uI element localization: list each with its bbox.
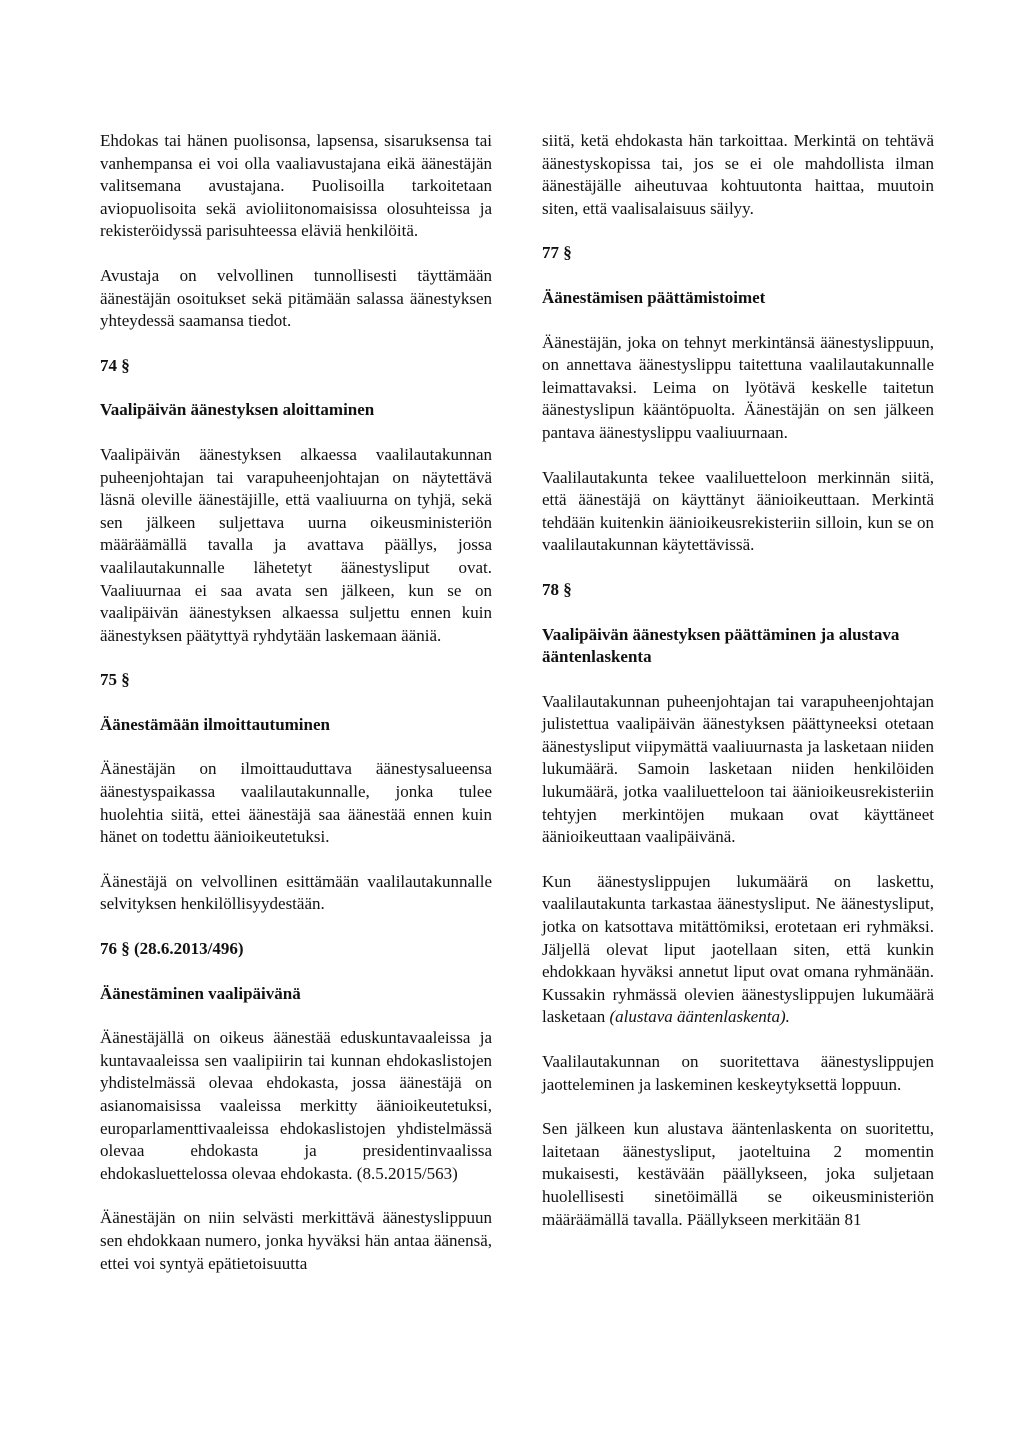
paragraph: Äänestäjän, joka on tehnyt merkintänsä äänestyslippuun, on annettava äänestyslippu taitettuna vaalilautakunnalle leimattavaksi. Leima on lyötävä keskelle taitetun äänestyslipun kääntöpuolta. Äänestäjän on sen jälkeen pantava äänestyslippu vaaliuurnaan. (542, 332, 934, 442)
paragraph: Avustaja on velvollinen tunnollisesti täyttämään äänestäjän osoitukset sekä pitämään salassa äänestyksen yhteydessä saamansa tiedot. (100, 265, 492, 331)
paragraph: Äänestäjä on velvollinen esittämään vaalilautakunnalle selvityksen henkilöllisyydestään. (100, 871, 492, 914)
section-heading-78: Vaalipäivän äänestyksen päättäminen ja alustava ääntenlaskenta (542, 624, 900, 667)
paragraph: Ehdokas tai hänen puolisonsa, lapsensa, sisaruksensa tai vanhempansa ei voi olla vaaliavustajana eikä äänestäjän valitsemana avustajana. Puolisoilla tarkoitetaan aviopuolisoita sekä avioliitonomaisissa olosuhteissa ja rekisteröidyssä parisuhteessa eläviä henkilöitä. (100, 131, 492, 241)
paragraph: Vaalilautakunta tekee vaaliluetteloon merkinnän siitä, että äänestäjä on käyttänyt äänioikeuttaan. Merkintä tehdään kuitenkin äänioikeusrekisteriin silloin, kun se on vaalilautakunnan käytettävissä. (542, 467, 934, 555)
left-column (100, 130, 492, 1297)
paragraph-text: Kun äänestyslippujen lukumäärä on laskettu, vaalilautakunta tarkastaa äänestysliput. Ne äänestysliput, jotka on katsottava mitättömiksi, erotetaan eri ryhmäksi. Jäljellä olevat liput jaotellaan siten, että kunkin ehdokkaan hyväksi annetut liput ovat omana ryhmänään. Kussakin ryhmässä olevien äänestyslippujen lukumäärä lasketaan (542, 871, 934, 1027)
section-heading-75: Äänestämään ilmoittautuminen (100, 714, 330, 734)
paragraph (542, 871, 934, 1029)
paragraph: Sen jälkeen kun alustava ääntenlaskenta on suoritettu, laitetaan äänestysliput, jaoteltuina 2 momentin mukaisesti, kestävään päällykseen, joka suljetaan huolellisesti sinetöimällä se oikeusministeriön määräämällä tavalla. Päällykseen merkitään 81 (542, 1119, 934, 1229)
paragraph: Vaalipäivän äänestyksen alkaessa vaalilautakunnan puheenjohtajan tai varapuheenjohtajan on näytettävä läsnä oleville äänestäjille, että vaaliuurna on tyhjä, sekä sen jälkeen suljettava uurna oikeusministeriön määräämällä tavalla ja avattava päällys, jossa vaalilautakunnalle lähetetyt äänestysliput ovat. Vaaliuurnaa ei saa avata sen jälkeen, kun se on vaalipäivän äänestyksen alkaessa suljettu ennen kuin äänestyksen päätyttyä ryhdytään laskemaan ääniä. (100, 444, 492, 645)
section-number-76: 76 § (28.6.2013/496) (100, 939, 244, 959)
section-number-78: 78 § (542, 579, 572, 599)
italic-term: (alustava ääntenlaskenta). (609, 1007, 790, 1027)
section-number-77: 77 § (542, 243, 572, 263)
paragraph: Äänestäjällä on oikeus äänestää eduskuntavaaleissa ja kuntavaaleissa sen vaalipiirin tai kunnan ehdokaslistojen yhdistelmässä olevaa ehdokasta, jossa äänestäjä on asianomaisissa vaaleissa merkitty äänioikeutetuksi, europarlamenttivaaleissa ehdokaslistojen yhdistelmässä olevaa ehdokasta ja presidentinvaalissa ehdokasluettelossa olevaa ehdokasta. (8.5.2015/563) (100, 1028, 492, 1183)
paragraph: siitä, ketä ehdokasta hän tarkoittaa. Merkintä on tehtävä äänestyskopissa tai, jos se ei ole mahdollista ilman äänestäjälle aiheutuvaa kohtuutonta haittaa, muutoin siten, että vaalisalaisuus säilyy. (542, 131, 934, 218)
section-number-75: 75 § (100, 670, 130, 690)
right-column (542, 130, 934, 1253)
section-heading-74: Vaalipäivän äänestyksen aloittaminen (100, 400, 375, 420)
section-heading-77: Äänestämisen päättämistoimet (542, 287, 766, 307)
section-number-74: 74 § (100, 355, 130, 375)
section-heading-76: Äänestäminen vaalipäivänä (100, 983, 301, 1003)
paragraph: Vaalilautakunnan puheenjohtajan tai varapuheenjohtajan julistettua vaalipäivän äänestyksen päättyneeksi otetaan äänestysliput viipymättä vaaliuurnasta ja lasketaan niiden lukumäärä. Samoin lasketaan niiden henkilöiden lukumäärä, jotka vaaliluetteloon tai äänioikeusrekisteriin tehtyjen merkintöjen mukaan ovat käyttäneet äänioikeuttaan vaalipäivänä. (542, 691, 934, 847)
paragraph: Vaalilautakunnan on suoritettava äänestyslippujen jaotteleminen ja laskeminen keskeytyksettä loppuun. (542, 1052, 934, 1094)
paragraph: Äänestäjän on ilmoittauduttava äänestysalueensa äänestyspaikassa vaalilautakunnalle, jonka tulee huolehtia siitä, ettei äänestäjä saa äänestää ennen kuin hänet on todettu äänioikeutetuksi. (100, 759, 492, 847)
paragraph: Äänestäjän on niin selvästi merkittävä äänestyslippuun sen ehdokkaan numero, jonka hyväksi hän antaa äänensä, ettei voi syntyä epätietoisuutta (100, 1208, 492, 1273)
